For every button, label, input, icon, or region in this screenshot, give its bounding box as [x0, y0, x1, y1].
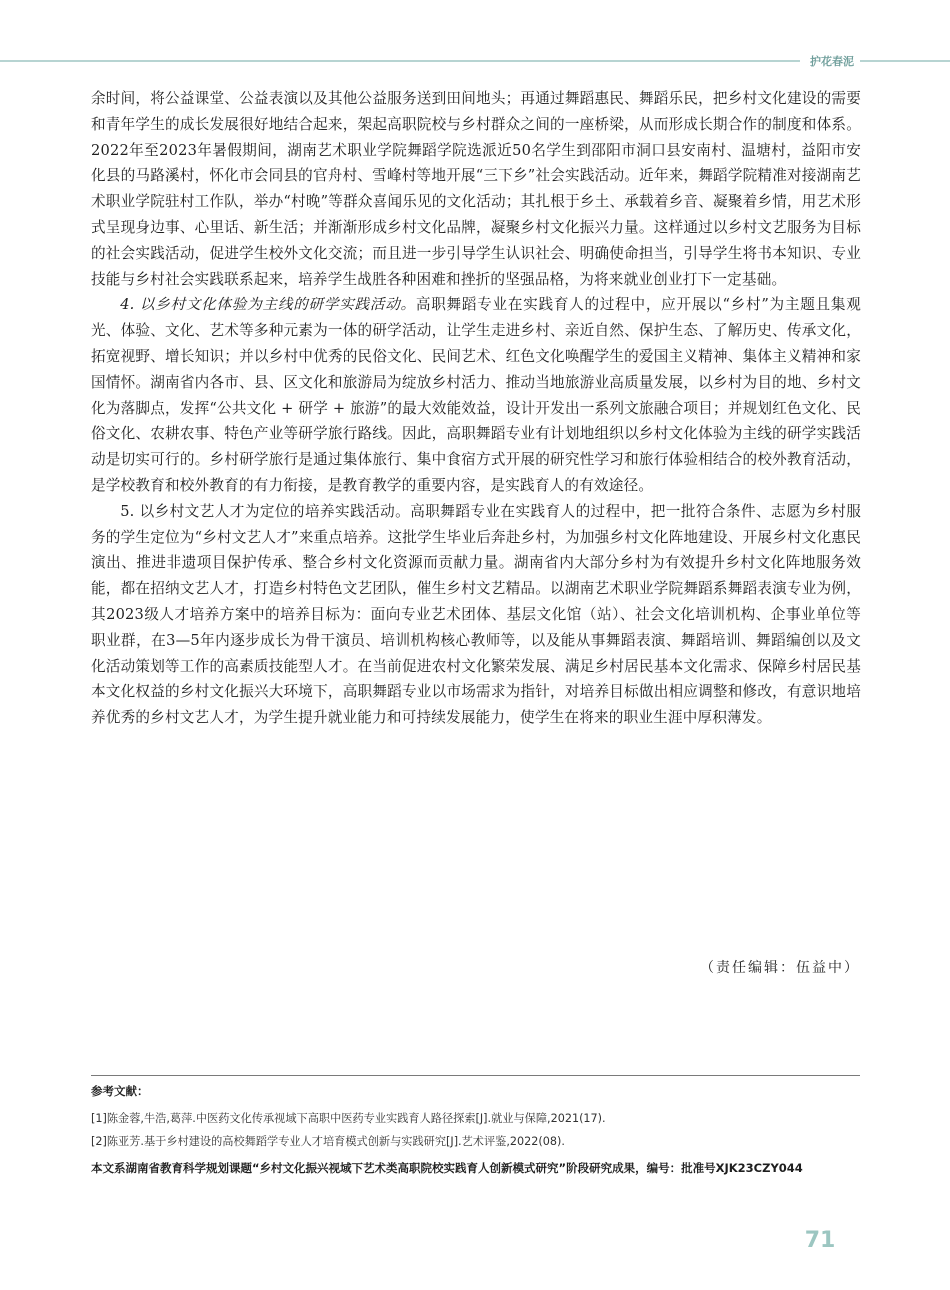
references-title: 参考文献：: [91, 1084, 149, 1098]
paragraph-2-body: 高职舞蹈专业在实践育人的过程中，应开展以“乡村”为主题且集观光、体验、文化、艺术等多种元素为一体的研学活动，让学生走进乡村、亲近自然、保护生态、了解历史、传承文化，拓宽视野、增长知识；并以乡村中优秀的民俗文化、民间艺术、红色文化唤醒学生的爱国主义精神、集体主义精神和家国情怀。湖南省内各市、县、区文化和旅游局为绽放乡村活力、推动当地旅游业高质量发展，以乡村为目的地、乡村文化为落脚点，发挥“公共文化 + 研学 + 旅游”的最大效能效益，设计开发出一系列文旅融合项目；并规划红色文化、民俗文化、农耕农事、特色产业等研学旅行路线。因此，高职舞蹈专业有计划地组织以乡村文化体验为主线的研学实践活动是切实可行的。乡村研学旅行是通过集体旅行、集中食宿方式开展的研究性学习和旅行体验相结合的校外教育活动，是学校教育和校外教育的有力衔接，是教育教学的重要内容，是实践育人的有效途径。: [91, 296, 861, 494]
reference-item: [2]陈亚芳.基于乡村建设的高校舞蹈学专业人才培育模式创新与实践研究[J].艺术评鉴,2022(08).: [91, 1135, 565, 1148]
reference-item: [1]陈金蓉,牛浩,葛萍.中医药文化传承视域下高职中医药专业实践育人路径探索[J].就业与保障,2021(17).: [91, 1112, 606, 1125]
article-body: [91, 86, 861, 731]
responsible-editor: （责任编辑：伍益中）: [700, 960, 860, 976]
funding-note: 本文系湖南省教育科学规划课题“乡村文化振兴视域下艺术类高职院校实践育人创新模式研究”阶段研究成果，编号：批准号XJK23CZY044: [91, 1161, 803, 1175]
paragraph-3-body: 高职舞蹈专业在实践育人的过程中，把一批符合条件、志愿为乡村服务的学生定位为“乡村文艺人才”来重点培养。这批学生毕业后奔赴乡村，为加强乡村文化阵地建设、开展乡村文化惠民演出、推进非遗项目保护传承、整合乡村文化资源而贡献力量。湖南省内大部分乡村为有效提升乡村文化阵地服务效能，都在招纳文艺人才，打造乡村特色文艺团队，催生乡村文艺精品。以湖南艺术职业学院舞蹈系舞蹈表演专业为例，其2023级人才培养方案中的培养目标为：面向专业艺术团体、基层文化馆（站）、社会文化培训机构、企事业单位等职业群，在3—5年内逐步成长为骨干演员、培训机构核心教师等，以及能从事舞蹈表演、舞蹈培训、舞蹈编创以及文化活动策划等工作的高素质技能型人才。在当前促进农村文化繁荣发展、满足乡村居民基本文化需求、保障乡村居民基本文化权益的乡村文化振兴大环境下，高职舞蹈专业以市场需求为指针，对培养目标做出相应调整和修改，有意识地培养优秀的乡村文艺人才，为学生提升就业能力和可持续发展能力，使学生在将来的职业生涯中厚积薄发。: [91, 502, 862, 727]
header-rule: [0, 60, 800, 62]
references-divider: [91, 1075, 860, 1076]
paragraph-2: [91, 292, 861, 498]
references-section: [91, 1083, 861, 1180]
paragraph-3: [91, 499, 861, 731]
section-tag: 护花春泥: [810, 55, 854, 68]
paragraph-3-lead: 5. 以乡村文艺人才为定位的培养实践活动。: [120, 502, 411, 520]
paragraph-2-lead: 4. 以乡村文化体验为主线的研学实践活动。: [120, 296, 416, 314]
header-rule-right: [860, 60, 950, 62]
page-number: 71: [804, 1228, 836, 1253]
paragraph-1: 余时间，将公益课堂、公益表演以及其他公益服务送到田间地头；再通过舞蹈惠民、舞蹈乐民，把乡村文化建设的需要和青年学生的成长发展很好地结合起来，架起高职院校与乡村群众之间的一座桥梁，从而形成长期合作的制度和体系。2022年至2023年暑假期间，湖南艺术职业学院舞蹈学院选派近50名学生到邵阳市洞口县安南村、温塘村，益阳市安化县的马路溪村，怀化市会同县的官舟村、雪峰村等地开展“三下乡”社会实践活动。近年来，舞蹈学院精准对接湖南艺术职业学院驻村工作队，举办“村晚”等群众喜闻乐见的文化活动；其扎根于乡土、承载着乡音、凝聚着乡情，用艺术形式呈现身边事、心里话、新生活；并渐渐形成乡村文化品牌，凝聚乡村文化振兴力量。这样通过以乡村文艺服务为目标的社会实践活动，促进学生校外文化交流；而且进一步引导学生认识社会、明确使命担当，引导学生将书本知识、专业技能与乡村社会实践联系起来，培养学生战胜各种困难和挫折的坚强品格，为将来就业创业打下一定基础。: [91, 90, 861, 288]
